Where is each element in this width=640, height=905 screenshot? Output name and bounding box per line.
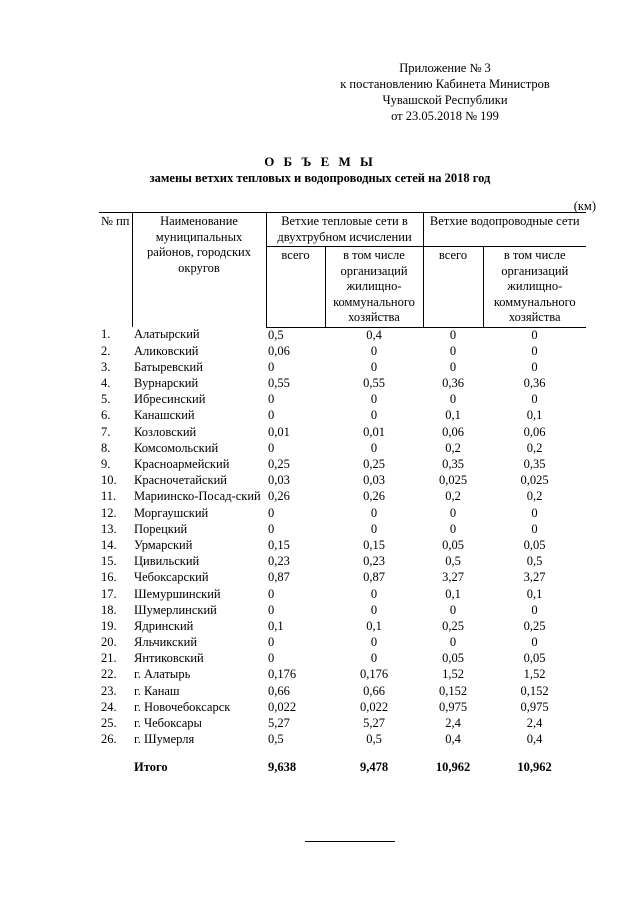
row-heat-total: 0 [268,359,275,374]
row-water-incl: 0,25 [523,618,546,633]
row-number: 22. [101,667,117,682]
row-water-total: 0 [449,359,457,374]
row-name: Чебоксарский [134,570,209,585]
table-row [99,651,586,667]
row-name: Ядринский [134,618,194,633]
row-name: Алатырский [134,327,200,341]
row-heat-total: 0,5 [268,732,284,747]
table-row [99,700,586,716]
row-heat-total: 0,66 [268,683,290,698]
row-water-total: 0,06 [442,424,464,439]
table-row [99,506,586,522]
row-water-incl: 0 [531,343,538,358]
table-row [99,732,586,748]
row-water-total: 0,2 [445,440,461,455]
table-row [99,408,586,424]
row-water-total: 0,1 [445,408,461,423]
row-heat-total: 0,26 [268,489,290,504]
row-water-incl: 0,5 [526,554,543,569]
row-heat-incl: 0,4 [366,327,382,342]
row-number: 20. [101,635,117,650]
row-water-incl: 0,152 [520,683,549,698]
row-heat-incl: 0 [370,586,378,601]
row-water-incl: 0,35 [523,457,546,471]
row-name: Красноармейский [134,457,230,471]
row-name: Ибресинский [134,392,206,407]
appendix-header [295,60,595,124]
row-heat-total: 0,022 [268,699,297,714]
row-water-total: 2,4 [445,716,461,730]
row-heat-total: 0 [268,521,275,536]
row-heat-incl: 0,5 [366,732,382,747]
row-name: г. Алатырь [134,667,191,682]
row-heat-total: 0 [268,602,275,617]
row-heat-total: 0 [268,392,275,407]
volumes-table [99,212,586,777]
row-number: 13. [101,521,117,536]
row-heat-incl: 0,87 [363,570,385,585]
row-number: 18. [101,602,117,617]
row-water-total: 0,2 [445,489,461,504]
row-heat-incl: 0,23 [363,554,385,569]
row-number: 6. [101,408,111,423]
appendix-date: от 23.05.2018 № 199 [391,109,499,123]
row-water-total: 0,152 [438,683,468,698]
row-number: 24. [101,699,117,714]
row-heat-incl: 0 [370,651,378,666]
row-number: 7. [101,424,111,439]
table-row [99,425,586,441]
row-water-incl: 0,05 [523,537,546,552]
table-row [99,570,586,586]
table-row [99,667,586,683]
row-heat-total: 0,1 [268,618,284,633]
row-number: 9. [101,457,111,471]
row-number: 17. [101,586,117,601]
row-number: 3. [101,359,111,374]
header-water-total: всего [423,247,483,328]
row-heat-incl: 0,15 [363,537,385,552]
table-row [99,635,586,651]
row-water-incl: 0,025 [520,473,549,488]
row-number: 16. [101,570,117,585]
row-name: Красночетайский [134,473,227,488]
row-number: 4. [101,376,111,391]
row-heat-incl: 0,022 [359,699,389,714]
row-number: 1. [101,327,111,341]
row-water-incl: 0 [531,359,538,374]
row-number: 25. [101,716,117,730]
row-water-incl: 3,27 [523,570,546,585]
header-water-networks: Ветхие водопроводные сети [423,213,586,247]
row-water-total: 0,1 [445,586,461,601]
row-water-incl: 0,2 [526,440,543,455]
row-water-total: 0 [449,327,457,342]
total-label: Итого [134,760,168,775]
row-heat-incl: 0 [370,521,378,536]
row-heat-total: 0,87 [268,570,290,585]
row-heat-total: 0,01 [268,424,290,439]
row-number: 21. [101,651,117,666]
row-name: Шумерлинский [134,602,217,617]
row-water-total: 0,25 [442,618,464,633]
row-water-total: 0 [449,505,457,520]
table-row [99,392,586,408]
table-body [99,327,586,748]
row-name: г. Новочебоксарск [134,699,231,714]
row-number: 26. [101,732,117,747]
row-number: 10. [101,473,117,488]
row-water-total: 0 [449,343,457,358]
row-heat-total: 5,27 [268,716,290,730]
row-water-incl: 0,1 [526,586,543,601]
row-name: Урмарский [134,537,193,552]
row-water-total: 0,025 [438,473,468,488]
row-water-total: 1,52 [442,667,464,682]
row-water-incl: 2,4 [526,716,543,730]
table-row [99,327,586,344]
row-heat-total: 0 [268,586,275,601]
row-name: Моргаушский [134,505,209,520]
row-name: Козловский [134,424,197,439]
row-name: г. Чебоксары [134,716,202,730]
row-name: г. Шумерля [134,732,195,747]
row-water-total: 3,27 [442,570,464,585]
row-heat-incl: 0 [370,505,378,520]
row-heat-incl: 0,55 [363,376,385,391]
row-water-total: 0 [449,392,457,407]
row-water-incl: 1,52 [523,667,546,682]
row-number: 19. [101,618,117,633]
row-name: Цивильский [134,554,200,569]
table-row [99,489,586,505]
row-heat-incl: 0,66 [363,683,385,698]
row-heat-incl: 0,1 [366,618,382,633]
table-row [99,587,586,603]
table-row [99,619,586,635]
table-row [99,716,586,732]
row-water-incl: 0 [531,521,538,536]
row-heat-total: 0 [268,651,275,666]
row-number: 12. [101,505,117,520]
row-heat-total: 0 [268,440,275,455]
row-name: Аликовский [134,343,199,358]
row-number: 14. [101,537,117,552]
row-heat-incl: 0 [370,408,378,423]
row-heat-total: 0 [268,635,275,650]
row-heat-incl: 0,01 [363,424,385,439]
row-heat-total: 0,55 [268,376,290,391]
row-water-incl: 0,4 [526,732,543,747]
row-heat-incl: 0 [370,343,378,358]
row-name: Комсомольский [134,440,219,455]
total-row [99,748,586,776]
row-water-total: 0 [449,635,457,650]
table-row [99,360,586,376]
table-row [99,344,586,360]
row-water-total: 0 [449,602,457,617]
total-heat-incl: 9,478 [359,760,389,775]
row-heat-incl: 0 [370,359,378,374]
appendix-resolution: к постановлению Кабинета Министров [340,77,550,91]
row-water-total: 0,05 [442,651,464,666]
document-title: О Б Ъ Е М Ы [264,154,376,169]
row-name: Мариинско-Посад-ский [134,489,261,504]
row-water-total: 0 [449,521,457,536]
table-row [99,554,586,570]
row-water-incl: 0,975 [520,699,549,714]
row-heat-total: 0,176 [268,667,297,682]
row-heat-incl: 0 [370,635,378,650]
row-heat-total: 0,03 [268,473,290,488]
header-num: № пп [99,213,132,328]
closing-separator [305,841,395,842]
row-water-total: 0,975 [438,699,468,714]
header-name: Наименование муниципальных районов, городских округов [132,213,266,328]
row-water-total: 0,05 [442,537,464,552]
row-name: Канашский [134,408,195,423]
row-water-incl: 0,05 [523,651,546,666]
table-row [99,441,586,457]
row-heat-total: 0,23 [268,554,290,569]
table-row [99,538,586,554]
row-name: Порецкий [134,521,188,536]
row-water-incl: 0,36 [523,376,546,391]
row-water-incl: 0,1 [526,408,543,423]
row-heat-incl: 0,03 [363,473,385,488]
row-name: Янтиковский [134,651,204,666]
row-name: г. Канаш [134,683,180,698]
row-name: Яльчикский [134,635,198,650]
row-heat-total: 0,5 [268,327,284,342]
header-heat-networks: Ветхие тепловые сети в двухтрубном исчислении [266,213,423,247]
row-water-total: 0,36 [442,376,464,391]
row-water-total: 0,35 [442,457,464,471]
header-water-incl: в том числе организаций жилищно-коммунального хозяйства [483,247,586,328]
document-subtitle: замены ветхих тепловых и водопроводных сетей на 2018 год [149,171,491,185]
row-heat-total: 0,15 [268,537,290,552]
table-row [99,522,586,538]
row-heat-incl: 0 [370,602,378,617]
row-water-incl: 0,2 [526,489,543,504]
header-heat-total: всего [266,247,325,328]
row-number: 23. [101,683,117,698]
total-heat-total: 9,638 [268,760,297,775]
row-heat-incl: 0 [370,440,378,455]
row-name: Батыревский [134,359,203,374]
table-row [99,473,586,489]
row-name: Шемуршинский [134,586,221,601]
row-heat-total: 0,06 [268,343,290,358]
row-water-incl: 0 [531,327,538,342]
row-water-incl: 0,06 [523,424,546,439]
row-number: 5. [101,392,111,407]
table-row [99,603,586,619]
row-heat-total: 0 [268,505,275,520]
row-water-incl: 0 [531,392,538,407]
row-heat-total: 0 [268,408,275,423]
row-heat-incl: 0,176 [359,667,389,682]
total-water-total: 10,962 [435,760,471,775]
row-heat-total: 0,25 [268,457,290,471]
row-number: 15. [101,554,117,569]
row-water-total: 0,5 [445,554,461,569]
appendix-republic: Чувашской Республики [382,93,508,107]
row-heat-incl: 5,27 [363,716,385,730]
header-heat-incl: в том числе организаций жилищно-коммунального хозяйства [325,247,423,328]
row-number: 2. [101,343,111,358]
row-water-incl: 0 [531,635,538,650]
row-heat-incl: 0 [370,392,378,407]
row-water-total: 0,4 [445,732,461,747]
row-water-incl: 0 [531,602,538,617]
table-row [99,684,586,700]
total-water-incl: 10,962 [517,760,552,775]
table-row [99,457,586,473]
row-number: 8. [101,440,111,455]
row-name: Вурнарский [134,376,199,391]
table-row [99,376,586,392]
unit-label: (км) [573,199,596,213]
appendix-number: Приложение № 3 [399,61,491,75]
row-heat-incl: 0,26 [363,489,385,504]
row-water-incl: 0 [531,505,538,520]
row-number: 11. [101,489,117,504]
row-heat-incl: 0,25 [363,457,385,471]
